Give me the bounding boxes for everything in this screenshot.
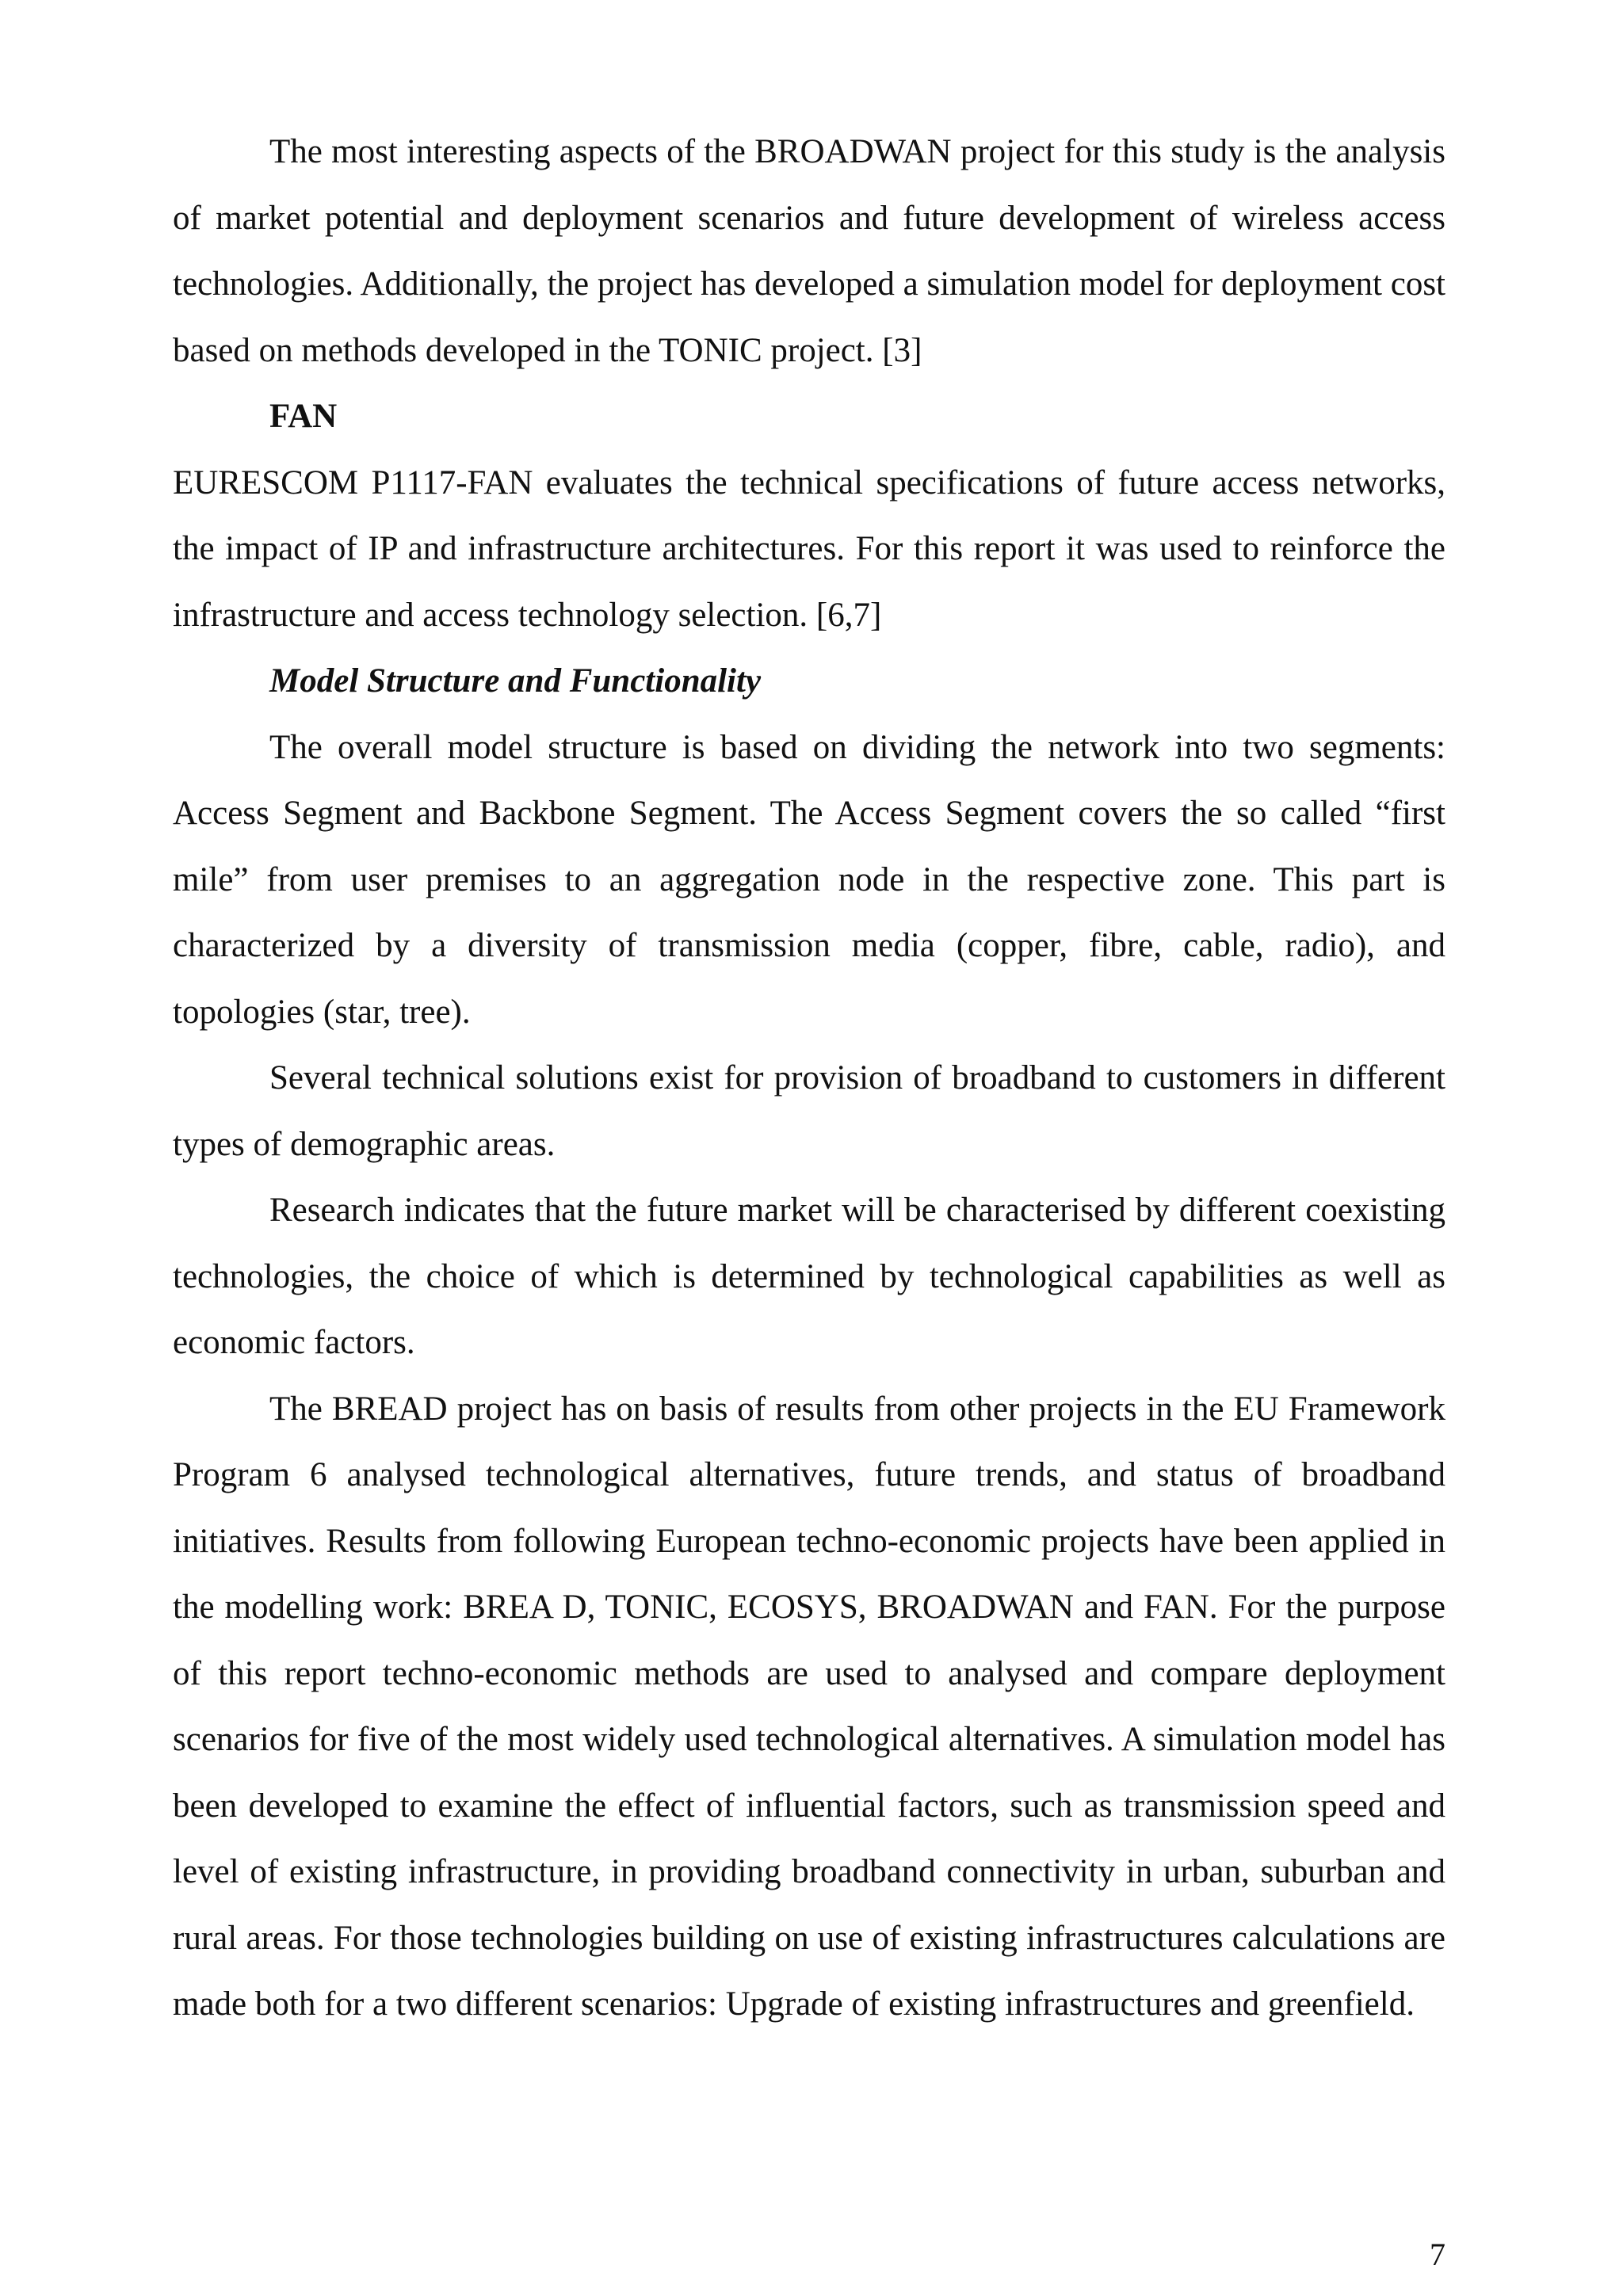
paragraph-broadwan: The most interesting aspects of the BROADWAN project for this study is the analysis of market potential and deployment scenarios and future development of wireless access technologies. Additionally, the project has developed a simulation model for deployment cost based on methods developed in the TONIC project. [3]: [173, 133, 1445, 369]
paragraph-fan: EURESCOM P1117-FAN evaluates the technical specifications of future access networks, the impact of IP and infrastructure architectures. For this report it was used to reinforce the infrastructure and access technology selection. [6,7]: [173, 463, 1445, 634]
section-heading-fan: FAN: [269, 398, 338, 435]
paragraph-model-structure: The overall model structure is based on dividing the network into two segments: Access Segment and Backbone Segment. The Access Segment covers the so called “first mile” from user premises to an aggregation node in the respective zone. This part is characterized by a diversity of transmission media (copper, fibre, cable, radio), and topologies (star, tree).: [173, 728, 1445, 1031]
page-body: [173, 119, 1445, 2038]
paragraph-research: Research indicates that the future market will be characterised by different coexisting technologies, the choice of which is determined by technological capabilities as well as economic factors.: [173, 1192, 1445, 1361]
paragraph-technical-solutions: Several technical solutions exist for provision of broadband to customers in different types of demographic areas.: [173, 1059, 1445, 1163]
page-number: 7: [1430, 2237, 1445, 2272]
section-heading-model-structure: Model Structure and Functionality: [269, 662, 762, 700]
paragraph-bread-project: The BREAD project has on basis of results from other projects in the EU Framework Program 6 analysed technological alternatives, future trends, and status of broadband initiatives. Results from following European techno-economic projects have been applied in the modelling work: BREA D, TONIC, ECOSYS, BROADWAN and FAN. For the purpose of this report techno-economic methods are used to analysed and compare deployment scenarios for five of the most widely used technological alternatives. A simulation model has been developed to examine the effect of influential factors, such as transmission speed and level of existing infrastructure, in providing broadband connectivity in urban, suburban and rural areas. For those technologies building on use of existing infrastructures calculations are made both for a two different scenarios: Upgrade of existing infrastructures and greenfield.: [173, 1390, 1445, 2023]
